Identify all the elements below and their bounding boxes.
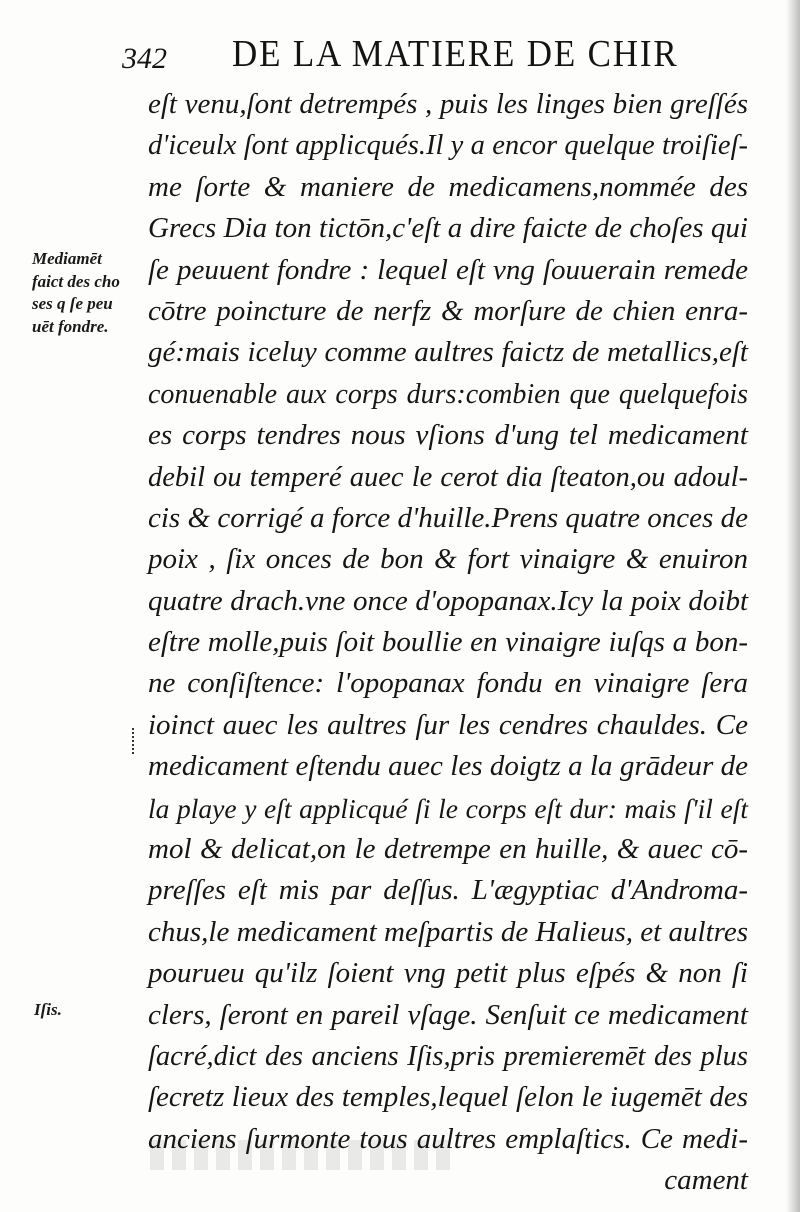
margin-note-isis: Iſis. — [34, 1000, 62, 1019]
page-number: 342 — [122, 42, 167, 75]
text-line: clers, ſeront en pareil vſage. Senſuit ce medicament — [148, 998, 748, 1031]
text-line: es corps tendres nous vſions d'ung tel medicament — [148, 419, 748, 452]
text-line: poix , ſix onces de bon & fort vinaigre & enuiron — [148, 543, 748, 576]
text-line: anciens ſurmonte tous aultres emplaſtics. Ce medi- — [148, 1122, 748, 1155]
text-line: gé:mais iceluy comme aultres faictz de metallics,eſt — [148, 336, 748, 369]
margin-note-line: faict des cho — [32, 271, 120, 291]
text-line: conuenable aux corps durs:combien que quelquefois — [148, 378, 748, 410]
text-line: la playe y eſt applicqué ſi le corps eſt dur: mais ſ'il eſt — [148, 792, 748, 824]
margin-mark — [132, 728, 137, 754]
body-text — [148, 84, 748, 1202]
text-line: me ſorte & maniere de medicamens,nommée des — [148, 170, 748, 203]
margin-note-line: Mediamēt — [32, 249, 102, 268]
text-line: ne conſiſtence: l'opopanax fondu en vinaigre ſera — [148, 667, 748, 700]
text-line: debil ou temperé auec le cerot dia ſteaton,ou adoul- — [148, 461, 748, 493]
text-line: cōtre poincture de nerfz & morſure de chien enra- — [148, 294, 748, 327]
text-line: pourueu qu'ilz ſoient vng petit plus eſpés & non ſi — [148, 957, 748, 990]
running-title: DE LA MATIERE DE CHIR — [232, 33, 679, 75]
text-line: ioinct auec les aultres ſur les cendres chauldes. Ce — [148, 708, 748, 741]
text-line: mol & delicat,on le detrempe en huille, & auec cō- — [148, 833, 748, 866]
bleed-through-text — [150, 1140, 450, 1170]
text-line: ſecretz lieux des temples,lequel ſelon le iugemēt des — [148, 1081, 748, 1114]
text-line: quatre drach.vne once d'opopanax.Icy la poix doibt — [148, 584, 748, 617]
gutter-shadow — [786, 0, 800, 1212]
margin-note-medicament — [32, 248, 140, 338]
text-line: cis & corrigé a force d'huille.Prens quatre onces de — [148, 501, 748, 534]
text-line: chus,le medicament meſpartis de Halieus, et aultres — [148, 915, 748, 948]
text-line: ſacré,dict des anciens Iſis,pris premieremēt des plus — [148, 1040, 748, 1072]
text-line: preſſes eſt mis par deſſus. L'ægyptiac d'Androma- — [148, 874, 748, 907]
catchword: cament — [664, 1164, 748, 1197]
margin-note-line: uēt fondre. — [32, 316, 109, 336]
page-header — [122, 30, 782, 80]
text-line: medicament eſtendu auec les doigtz a la grādeur de — [148, 750, 748, 783]
text-line: ſe peuuent fondre : lequel eſt vng ſouuerain remede — [148, 253, 748, 286]
margin-note-line: ses q ſe peu — [32, 294, 113, 313]
text-line: eſtre molle,puis ſoit boullie en vinaigre iuſqs a bon- — [148, 626, 748, 659]
text-line: eſt venu,ſont detrempés , puis les linges bien greſſés — [148, 88, 748, 120]
text-line: Grecs Dia ton tictōn,c'eſt a dire faicte de choſes qui — [148, 212, 748, 245]
text-line: d'iceulx ſont applicqués.Il y a encor quelque troiſieſ- — [148, 130, 748, 162]
